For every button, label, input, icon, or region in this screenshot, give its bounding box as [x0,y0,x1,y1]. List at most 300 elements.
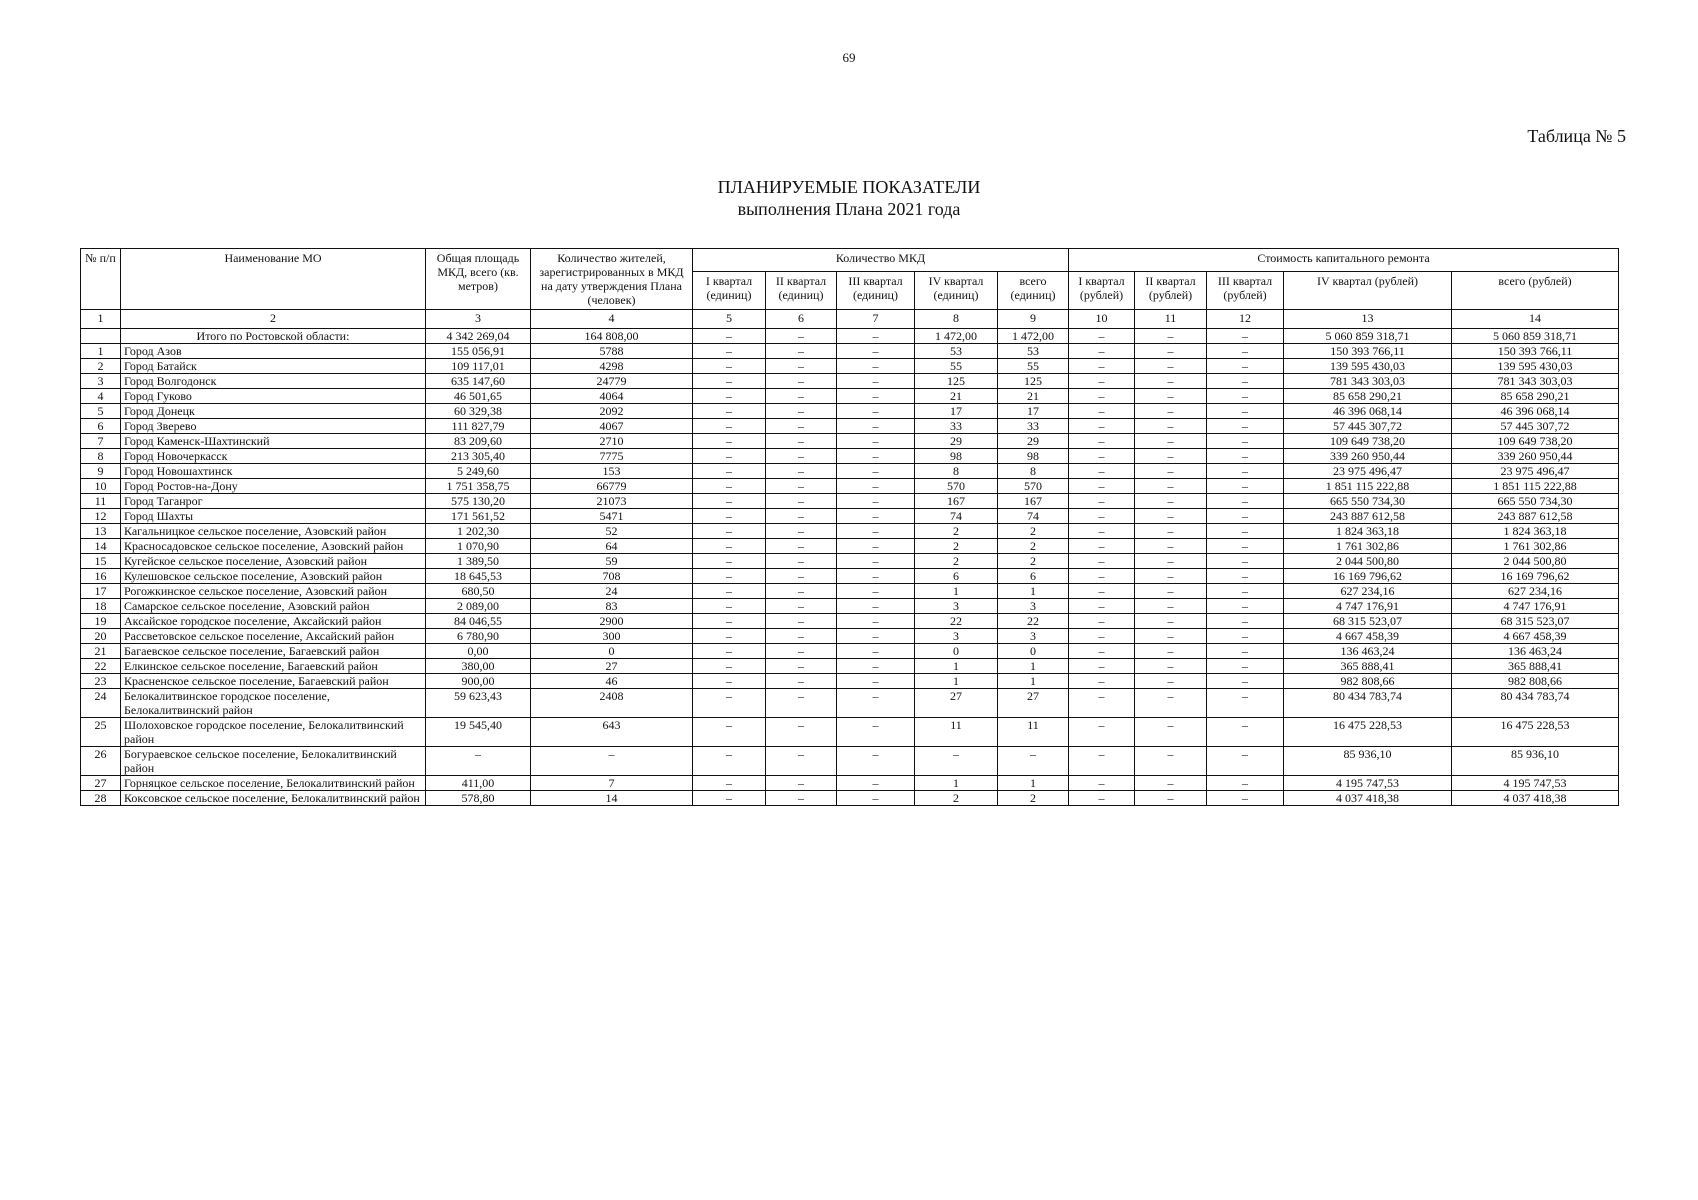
q3-cost-cell: – [1207,689,1284,718]
q4-cost-cell: 781 343 303,03 [1284,374,1452,389]
q4-units-cell: 8 [915,464,998,479]
q4-cost-cell: 57 445 307,72 [1284,419,1452,434]
q2-cost-cell: – [1135,329,1207,344]
row-number-cell: 28 [81,791,121,806]
q3-cost-cell: – [1207,554,1284,569]
total-units-cell: 53 [998,344,1069,359]
q3-units-cell: – [837,776,915,791]
residents-cell: 4064 [531,389,693,404]
q2-cost-cell: – [1135,554,1207,569]
q2-units-cell: – [766,494,837,509]
q4-cost-cell: 85 658 290,21 [1284,389,1452,404]
q1-cost-cell: – [1069,776,1135,791]
q3-cost-cell: – [1207,434,1284,449]
q1-units-cell: – [693,599,766,614]
residents-cell: 4298 [531,359,693,374]
total-cost-cell: 139 595 430,03 [1452,359,1619,374]
header-q1-units: I квартал (единиц) [693,271,766,309]
indicators-table [80,248,1619,806]
q2-units-cell: – [766,614,837,629]
total-area-cell: 111 827,79 [426,419,531,434]
total-units-cell: 27 [998,689,1069,718]
q3-units-cell: – [837,629,915,644]
q1-cost-cell: – [1069,404,1135,419]
q4-units-cell: 1 [915,776,998,791]
q3-cost-cell: – [1207,524,1284,539]
header-num: № п/п [81,249,121,310]
row-number-cell: 6 [81,419,121,434]
header-q3-units: III квартал (единиц) [837,271,915,309]
q4-units-cell: 0 [915,644,998,659]
q1-cost-cell: – [1069,599,1135,614]
q1-units-cell: – [693,509,766,524]
table-row [81,419,1619,434]
mo-name-cell: Горняцкое сельское поселение, Белокалитвинский район [121,776,426,791]
row-number-cell: 25 [81,718,121,747]
q2-cost-cell: – [1135,449,1207,464]
q4-units-cell: 570 [915,479,998,494]
total-units-cell: 2 [998,554,1069,569]
total-cost-cell: 5 060 859 318,71 [1452,329,1619,344]
q1-cost-cell: – [1069,674,1135,689]
q4-units-cell: 22 [915,614,998,629]
residents-cell: 2092 [531,404,693,419]
header-q4-rub: IV квартал (рублей) [1284,271,1452,309]
q1-units-cell: – [693,449,766,464]
q4-units-cell: 2 [915,791,998,806]
q3-units-cell: – [837,569,915,584]
q1-cost-cell: – [1069,614,1135,629]
q1-units-cell: – [693,524,766,539]
q4-cost-cell: 365 888,41 [1284,659,1452,674]
q3-units-cell: – [837,509,915,524]
q4-cost-cell: 23 975 496,47 [1284,464,1452,479]
q2-units-cell: – [766,419,837,434]
header-total-units: всего (единиц) [998,271,1069,309]
table-row [81,539,1619,554]
q1-cost-cell: – [1069,419,1135,434]
column-number-cell: 9 [998,310,1069,329]
residents-cell: 21073 [531,494,693,509]
total-area-cell: 0,00 [426,644,531,659]
q4-units-cell: 74 [915,509,998,524]
total-cost-cell: 57 445 307,72 [1452,419,1619,434]
column-number-cell: 11 [1135,310,1207,329]
total-area-cell: 578,80 [426,791,531,806]
q2-cost-cell: – [1135,389,1207,404]
total-units-cell: 125 [998,374,1069,389]
q4-units-cell: 3 [915,599,998,614]
q1-units-cell: – [693,614,766,629]
row-number-cell: 12 [81,509,121,524]
residents-cell: 59 [531,554,693,569]
residents-cell: 2408 [531,689,693,718]
table-row [81,344,1619,359]
table-row [81,524,1619,539]
q3-cost-cell: – [1207,747,1284,776]
q4-cost-cell: 46 396 068,14 [1284,404,1452,419]
residents-cell: 708 [531,569,693,584]
mo-name-cell: Аксайское городское поселение, Аксайский район [121,614,426,629]
table-row [81,494,1619,509]
q1-cost-cell: – [1069,374,1135,389]
q4-cost-cell: 1 824 363,18 [1284,524,1452,539]
q4-units-cell: 21 [915,389,998,404]
q3-units-cell: – [837,524,915,539]
residents-cell: 5788 [531,344,693,359]
residents-cell: 64 [531,539,693,554]
mo-name-cell: Город Таганрог [121,494,426,509]
q1-units-cell: – [693,644,766,659]
q2-units-cell: – [766,434,837,449]
residents-cell: 2710 [531,434,693,449]
q2-units-cell: – [766,344,837,359]
q4-cost-cell: 243 887 612,58 [1284,509,1452,524]
q3-cost-cell: – [1207,791,1284,806]
q2-cost-cell: – [1135,614,1207,629]
total-cost-cell: 1 824 363,18 [1452,524,1619,539]
header-q4-units: IV квартал (единиц) [915,271,998,309]
q3-units-cell: – [837,479,915,494]
q2-units-cell: – [766,689,837,718]
residents-cell: 300 [531,629,693,644]
row-number-cell: 14 [81,539,121,554]
q2-cost-cell: – [1135,434,1207,449]
mo-name-cell: Рогожкинское сельское поселение, Азовский район [121,584,426,599]
q4-cost-cell: 4 667 458,39 [1284,629,1452,644]
q1-units-cell: – [693,479,766,494]
q3-units-cell: – [837,359,915,374]
column-number-cell: 13 [1284,310,1452,329]
residents-cell: 66779 [531,479,693,494]
total-cost-cell: 16 475 228,53 [1452,718,1619,747]
q4-cost-cell: 1 761 302,86 [1284,539,1452,554]
q3-units-cell: – [837,464,915,479]
residents-cell: 0 [531,644,693,659]
q3-cost-cell: – [1207,539,1284,554]
q3-cost-cell: – [1207,359,1284,374]
q1-units-cell: – [693,569,766,584]
title-line-2: выполнения Плана 2021 года [737,199,961,219]
q3-cost-cell: – [1207,404,1284,419]
q1-units-cell: – [693,554,766,569]
q3-cost-cell: – [1207,344,1284,359]
header-name: Наименование МО [121,249,426,310]
q3-cost-cell: – [1207,599,1284,614]
q2-units-cell: – [766,554,837,569]
mo-name-cell: Самарское сельское поселение, Азовский район [121,599,426,614]
q3-units-cell: – [837,554,915,569]
q3-cost-cell: – [1207,659,1284,674]
q1-cost-cell: – [1069,389,1135,404]
total-area-cell: 1 202,30 [426,524,531,539]
q2-units-cell: – [766,584,837,599]
q3-units-cell: – [837,389,915,404]
q2-cost-cell: – [1135,344,1207,359]
q3-units-cell: – [837,344,915,359]
table-row [81,644,1619,659]
residents-cell: 24779 [531,374,693,389]
q3-cost-cell: – [1207,614,1284,629]
total-cost-cell: 4 667 458,39 [1452,629,1619,644]
column-number-cell: 6 [766,310,837,329]
mo-name-cell: Город Шахты [121,509,426,524]
table-row [81,359,1619,374]
row-number-cell: 2 [81,359,121,374]
total-area-cell: 1 389,50 [426,554,531,569]
row-number-cell: 17 [81,584,121,599]
total-cost-cell: 665 550 734,30 [1452,494,1619,509]
q1-cost-cell: – [1069,524,1135,539]
q2-units-cell: – [766,776,837,791]
q3-cost-cell: – [1207,718,1284,747]
row-number-cell: 11 [81,494,121,509]
residents-cell: 5471 [531,509,693,524]
column-number-row [81,310,1619,329]
q2-cost-cell: – [1135,374,1207,389]
q4-units-cell: 33 [915,419,998,434]
table-row [81,509,1619,524]
q3-units-cell: – [837,689,915,718]
mo-name-cell: Рассветовское сельское поселение, Аксайский район [121,629,426,644]
header-q2-units: II квартал (единиц) [766,271,837,309]
mo-name-cell: Шолоховское городское поселение, Белокалитвинский район [121,718,426,747]
table-row [81,464,1619,479]
q2-units-cell: – [766,569,837,584]
q3-units-cell: – [837,434,915,449]
total-cost-cell: 85 936,10 [1452,747,1619,776]
mo-name-cell: Итого по Ростовской области: [121,329,426,344]
mo-name-cell: Город Азов [121,344,426,359]
row-number-cell [81,329,121,344]
q4-cost-cell: 2 044 500,80 [1284,554,1452,569]
total-area-cell: 213 305,40 [426,449,531,464]
q2-cost-cell: – [1135,629,1207,644]
total-area-cell: 84 046,55 [426,614,531,629]
row-number-cell: 24 [81,689,121,718]
q2-cost-cell: – [1135,718,1207,747]
total-units-cell: 3 [998,629,1069,644]
residents-cell: 46 [531,674,693,689]
row-number-cell: 20 [81,629,121,644]
q2-cost-cell: – [1135,584,1207,599]
q2-cost-cell: – [1135,747,1207,776]
q2-cost-cell: – [1135,674,1207,689]
mo-name-cell: Елкинское сельское поселение, Багаевский район [121,659,426,674]
total-cost-cell: 781 343 303,03 [1452,374,1619,389]
q4-units-cell: 1 [915,659,998,674]
residents-cell: 164 808,00 [531,329,693,344]
q1-units-cell: – [693,674,766,689]
q2-cost-cell: – [1135,776,1207,791]
q3-units-cell: – [837,674,915,689]
total-units-cell: 11 [998,718,1069,747]
mo-name-cell: Город Донецк [121,404,426,419]
q4-cost-cell: 982 808,66 [1284,674,1452,689]
mo-name-cell: Белокалитвинское городское поселение, Белокалитвинский район [121,689,426,718]
q1-cost-cell: – [1069,569,1135,584]
row-number-cell: 21 [81,644,121,659]
q2-units-cell: – [766,524,837,539]
q3-units-cell: – [837,718,915,747]
q1-units-cell: – [693,659,766,674]
column-number-cell: 4 [531,310,693,329]
table-row [81,776,1619,791]
total-area-cell: 900,00 [426,674,531,689]
mo-name-cell: Кугейское сельское поселение, Азовский район [121,554,426,569]
q1-cost-cell: – [1069,479,1135,494]
total-cost-cell: 365 888,41 [1452,659,1619,674]
q4-units-cell: 2 [915,539,998,554]
q4-units-cell: 55 [915,359,998,374]
table-row [81,791,1619,806]
q2-cost-cell: – [1135,644,1207,659]
total-units-cell: 167 [998,494,1069,509]
row-number-cell: 5 [81,404,121,419]
q1-units-cell: – [693,718,766,747]
q1-cost-cell: – [1069,359,1135,374]
total-cost-cell: 1 851 115 222,88 [1452,479,1619,494]
q3-units-cell: – [837,404,915,419]
total-area-cell: 19 545,40 [426,718,531,747]
q2-units-cell: – [766,329,837,344]
q1-cost-cell: – [1069,689,1135,718]
header-q2-rub: II квартал (рублей) [1135,271,1207,309]
header-q3-rub: III квартал (рублей) [1207,271,1284,309]
total-cost-cell: 982 808,66 [1452,674,1619,689]
total-units-cell: 8 [998,464,1069,479]
total-units-cell: 0 [998,644,1069,659]
q2-units-cell: – [766,464,837,479]
total-cost-cell: 2 044 500,80 [1452,554,1619,569]
q4-cost-cell: 139 595 430,03 [1284,359,1452,374]
q2-units-cell: – [766,791,837,806]
column-number-cell: 7 [837,310,915,329]
total-units-cell: 98 [998,449,1069,464]
q3-cost-cell: – [1207,674,1284,689]
q2-units-cell: – [766,359,837,374]
mo-name-cell: Город Новочеркасск [121,449,426,464]
total-units-cell: 6 [998,569,1069,584]
total-units-cell: 21 [998,389,1069,404]
total-units-cell: 1 [998,674,1069,689]
row-number-cell: 10 [81,479,121,494]
q1-cost-cell: – [1069,509,1135,524]
column-number-cell: 5 [693,310,766,329]
row-number-cell: 27 [81,776,121,791]
mo-name-cell: Город Волгодонск [121,374,426,389]
q3-cost-cell: – [1207,464,1284,479]
q1-units-cell: – [693,374,766,389]
total-area-cell: 1 070,90 [426,539,531,554]
q3-cost-cell: – [1207,509,1284,524]
row-number-cell: 13 [81,524,121,539]
q4-cost-cell: 627 234,16 [1284,584,1452,599]
q3-units-cell: – [837,419,915,434]
mo-name-cell: Коксовское сельское поселение, Белокалитвинский район [121,791,426,806]
total-area-cell: 380,00 [426,659,531,674]
q1-cost-cell: – [1069,434,1135,449]
mo-name-cell: Красносадовское сельское поселение, Азовский район [121,539,426,554]
header-mkd-group: Количество МКД [693,249,1069,272]
q3-cost-cell: – [1207,584,1284,599]
total-cost-cell: 16 169 796,62 [1452,569,1619,584]
page-number: 69 [842,50,856,65]
row-number-cell: 7 [81,434,121,449]
q1-units-cell: – [693,776,766,791]
column-number-cell: 8 [915,310,998,329]
table-row [81,434,1619,449]
row-number-cell: 16 [81,569,121,584]
q4-cost-cell: 80 434 783,74 [1284,689,1452,718]
total-units-cell: 1 [998,776,1069,791]
q4-cost-cell: 5 060 859 318,71 [1284,329,1452,344]
q2-cost-cell: – [1135,524,1207,539]
q3-cost-cell: – [1207,644,1284,659]
q2-cost-cell: – [1135,599,1207,614]
q3-units-cell: – [837,614,915,629]
q4-units-cell: 53 [915,344,998,359]
residents-cell: 7775 [531,449,693,464]
total-units-cell: 570 [998,479,1069,494]
q2-cost-cell: – [1135,359,1207,374]
mo-name-cell: Город Новошахтинск [121,464,426,479]
q1-units-cell: – [693,404,766,419]
q4-cost-cell: 4 195 747,53 [1284,776,1452,791]
q4-units-cell: 2 [915,524,998,539]
total-cost-cell: 23 975 496,47 [1452,464,1619,479]
total-area-cell: 109 117,01 [426,359,531,374]
table-row [81,584,1619,599]
table-row [81,614,1619,629]
total-units-cell: 74 [998,509,1069,524]
total-row [81,329,1619,344]
q4-units-cell: 17 [915,404,998,419]
total-units-cell: – [998,747,1069,776]
q2-cost-cell: – [1135,419,1207,434]
residents-cell: 14 [531,791,693,806]
q4-units-cell: 1 [915,674,998,689]
q1-units-cell: – [693,344,766,359]
residents-cell: 27 [531,659,693,674]
q2-units-cell: – [766,718,837,747]
mo-name-cell: Богураевское сельское поселение, Белокалитвинский район [121,747,426,776]
q1-units-cell: – [693,791,766,806]
total-cost-cell: 4 037 418,38 [1452,791,1619,806]
q2-cost-cell: – [1135,659,1207,674]
total-area-cell: 5 249,60 [426,464,531,479]
table-row [81,674,1619,689]
table-body [81,329,1619,806]
q4-cost-cell: 109 649 738,20 [1284,434,1452,449]
total-units-cell: 33 [998,419,1069,434]
residents-cell: 643 [531,718,693,747]
total-area-cell: 171 561,52 [426,509,531,524]
q2-units-cell: – [766,659,837,674]
q4-units-cell: 2 [915,554,998,569]
q3-units-cell: – [837,644,915,659]
total-cost-cell: 85 658 290,21 [1452,389,1619,404]
row-number-cell: 9 [81,464,121,479]
q3-units-cell: – [837,449,915,464]
table-row [81,659,1619,674]
column-number-cell: 3 [426,310,531,329]
row-number-cell: 4 [81,389,121,404]
total-area-cell: 6 780,90 [426,629,531,644]
table-row [81,718,1619,747]
q3-cost-cell: – [1207,329,1284,344]
q2-cost-cell: – [1135,464,1207,479]
